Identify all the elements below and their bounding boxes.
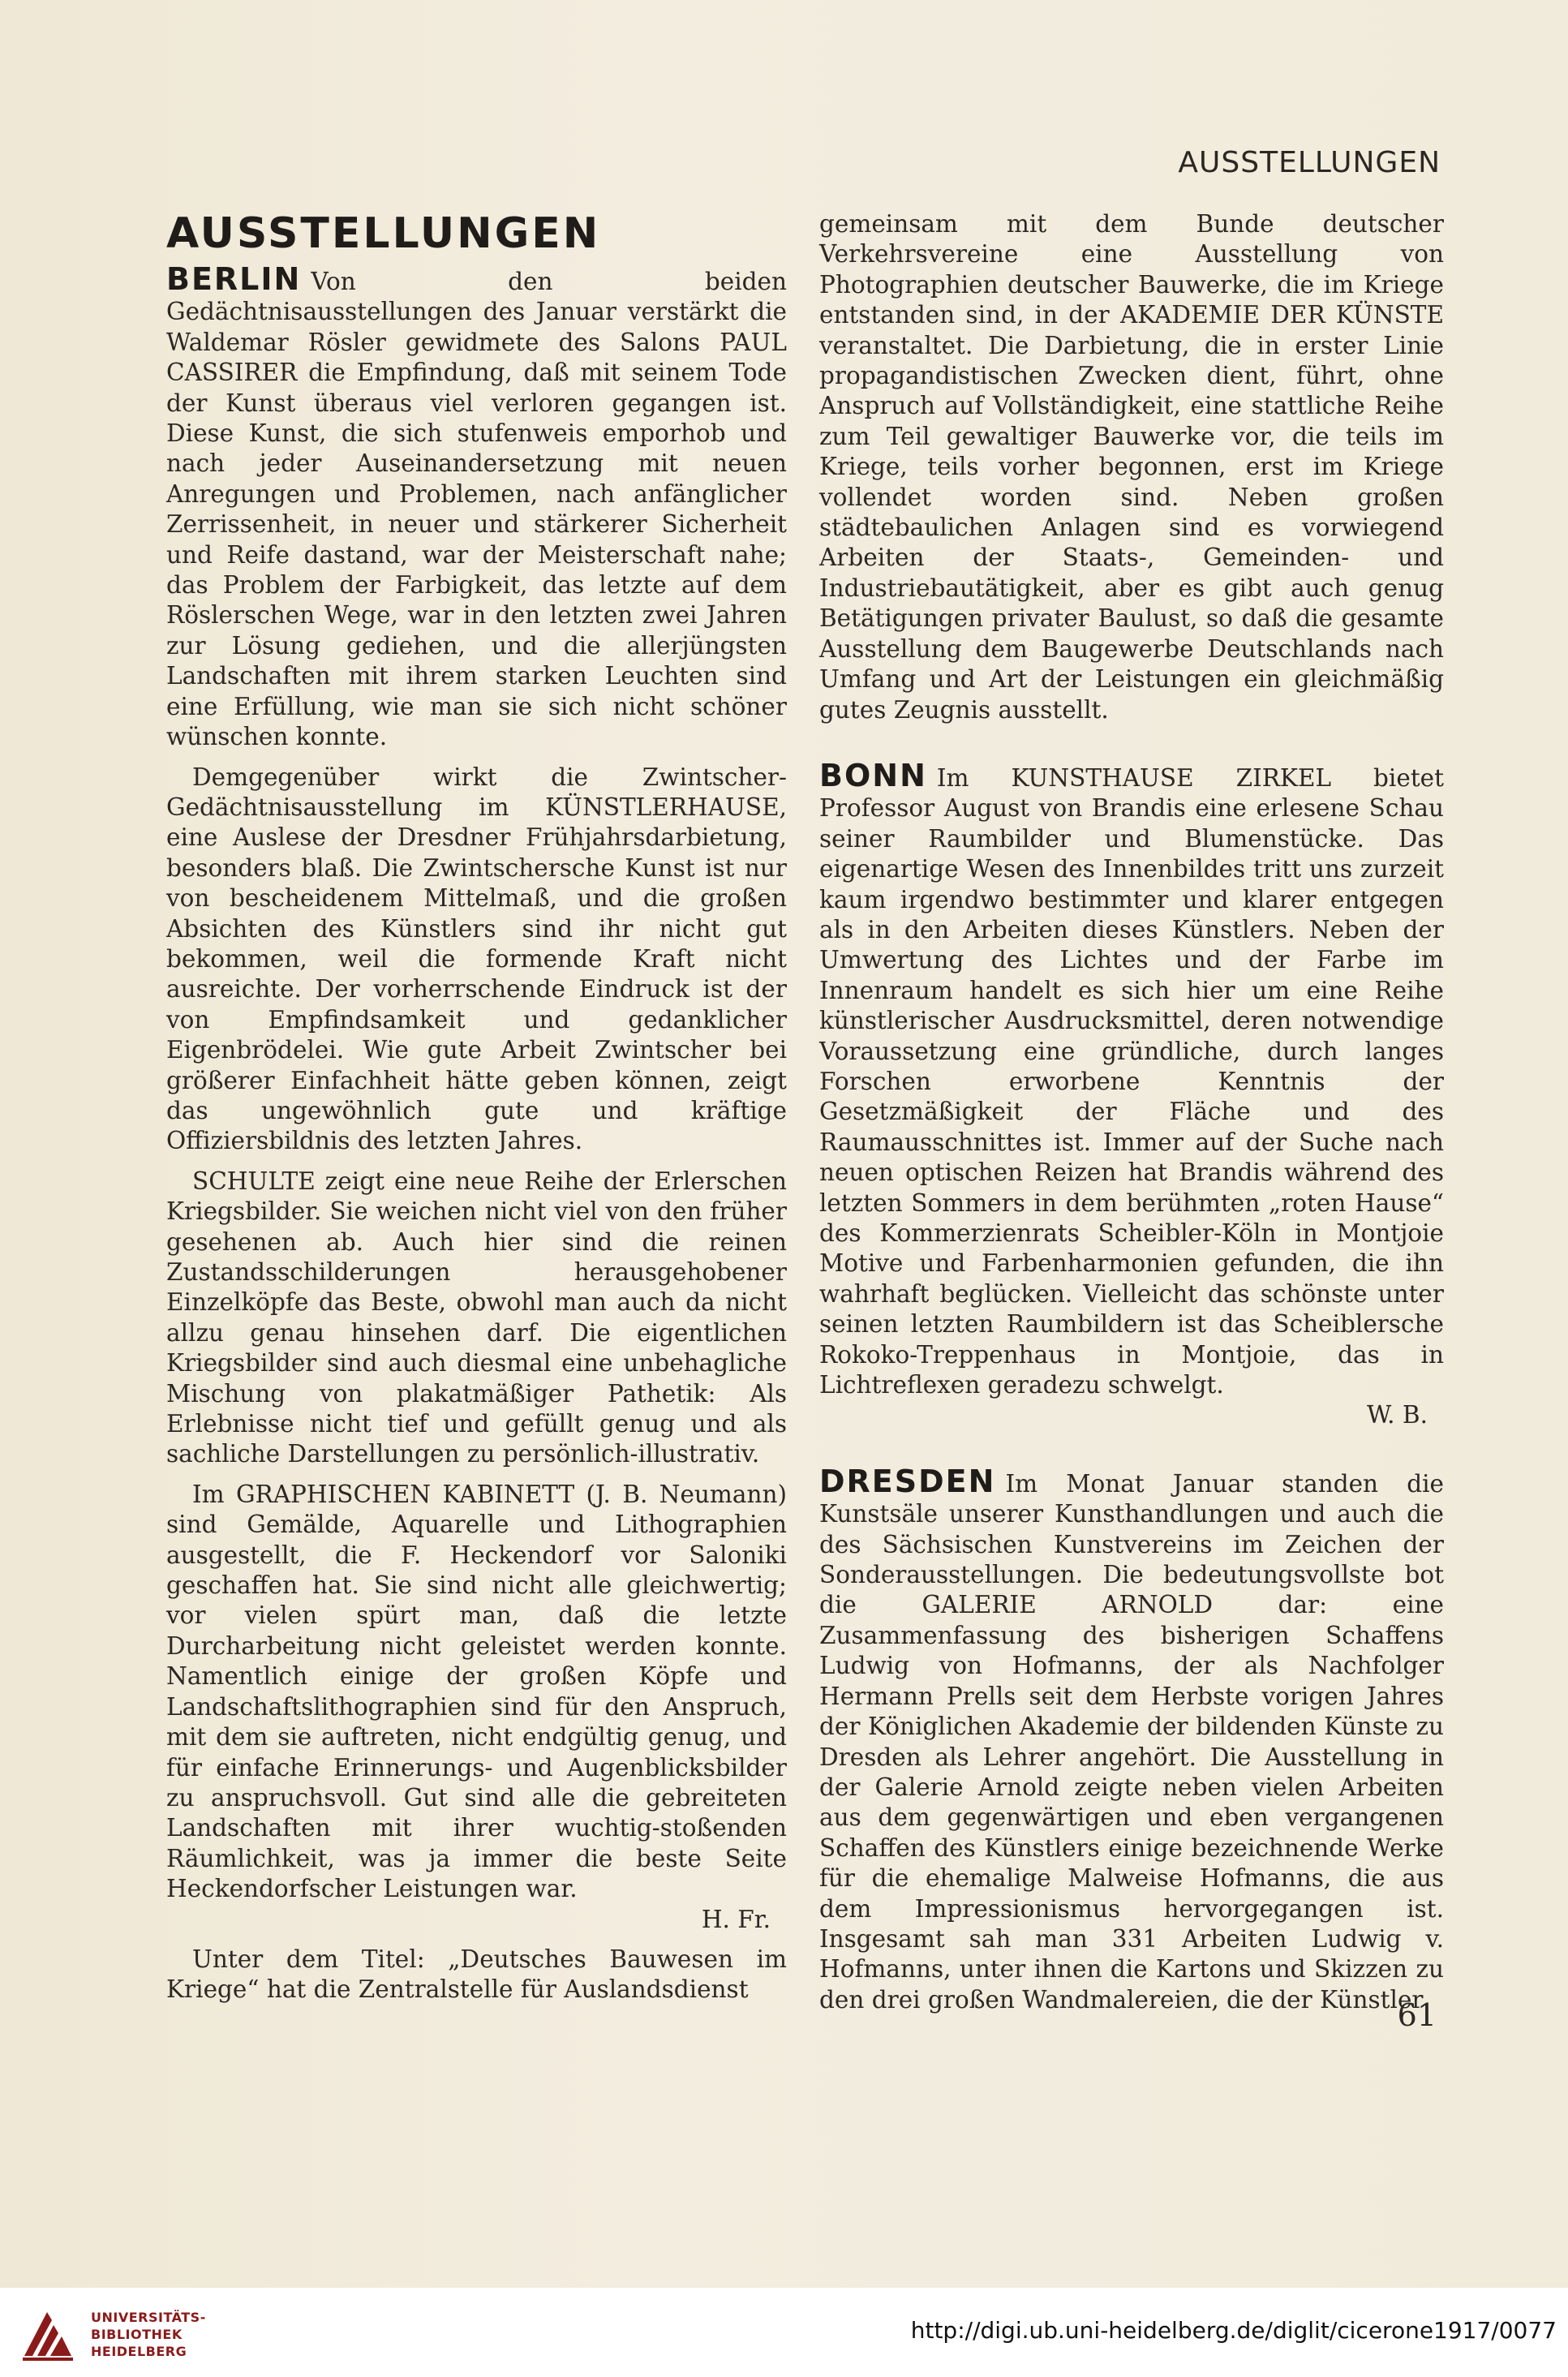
source-url-link[interactable]: http://digi.ub.uni-heidelberg.de/diglit/cicerone1917/0077 (910, 2317, 1557, 2344)
running-head: AUSSTELLUNGEN (1178, 146, 1441, 179)
city-heading-bonn: BONN (819, 757, 927, 793)
kabinett-text: Im GRAPHISCHEN KABINETT (J. B. Neumann) sind Gemälde, Aquarelle und Lithographien ausgestellt, die F. Heckendorf vor Saloniki geschaffen hat. Sie sind nicht alle gleichwertig; vor vielen spürt man, daß die letzte Durcharbeitung nicht geleistet werden konnte. Namentlich einige der großen Köpfe und Landschaftslithographien sind für den Anspruch, mit dem sie auftreten, nicht endgültig genug, und für einfache Erinnerungs- und Augenblicksbilder zu anspruchsvoll. Gut sind alle die gebreiteten Landschaften mit ihrer wuchtig-stoßenden Räumlichkeit, was ja immer die beste Seite Heckendorfscher Leistungen war. (166, 1480, 787, 1903)
bonn-text: Im KUNSTHAUSE ZIRKEL bietet Professor August von Brandis eine erlesene Schau seiner Raumbilder und Blumenstücke. Das eigenartige Wesen des Innenbildes tritt uns zurzeit kaum irgendwo bestimmter und klarer entgegen als in den Arbeiten dieses Künstlers. Neben der Umwertung des Lichtes und der Farbe im Innenraum handelt es sich hier um eine Reihe künstlerischer Ausdrucksmittel, deren notwendige Voraussetzung eine gründliche, durch langes Forschen erworbene Kenntnis der Gesetzmäßigkeit der Fläche und des Raumausschnittes ist. Immer auf der Suche nach neuen optischen Reizen hat Brandis während des letzten Sommers in dem berühmten „roten Hause“ des Kommerzienrats Scheibler-Köln in Montjoie Motive und Farbenharmonien gefunden, die ihn wahrhaft beglücken. Vielleicht das schönste unter seinen letzten Raumbildern ist das Scheiblersche Rokoko-Treppenhaus in Montjoie, das in Lichtreflexen geradezu schwelgt. (819, 763, 1444, 1399)
kabinett-paragraph (166, 1480, 787, 1935)
page-title: AUSSTELLUNGEN (166, 209, 601, 258)
library-name-line1: UNIVERSITÄTS- (91, 2310, 206, 2325)
bauwesen-continued-paragraph: gemeinsam mit dem Bunde deutscher Verkehrsvereine eine Ausstellung von Photographien deutscher Bauwerke, die im Kriege entstanden sind, in der AKADEMIE DER KÜNSTE veranstaltet. Die Darbietung, die in erster Linie propagandistischen Zwecken dient, führt, ohne Anspruch auf Vollständigkeit, eine stattliche Reihe zum Teil gewaltiger Bauwerke vor, die teils im Kriege, teils vorher begonnen, erst im Kriege vollendet worden sind. Neben großen städtebaulichen Anlagen sind es vorwiegend Arbeiten der Staats-, Gemeinden- und Industriebautätigkeit, aber es gibt auch genug Betätigungen privater Baulust, so daß die gesamte Ausstellung dem Baugewerbe Deutschlands nach Umfang und Art der Leistungen ein gleichmäßig gutes Zeugnis ausstellt. (819, 210, 1444, 724)
berlin-text: Von den beiden Gedächtnisausstellungen des Januar verstärkt die Waldemar Rösler gewidmete des Salons PAUL CASSIRER die Empfindung, daß mit seinem Tode der Kunst überaus viel verloren gegangen ist. Diese Kunst, die sich stufenweis emporhob und nach jeder Auseinandersetzung mit neuen Anregungen und Problemen, nach anfänglicher Zerrissenheit, in neuer und stärkerer Sicherheit und Reife dastand, war der Meisterschaft nahe; das Problem der Farbigkeit, das letzte auf dem Röslerschen Wege, war in den letzten zwei Jahren zur Lösung gediehen, und die allerjüngsten Landschaften mit ihrem starken Leuchten sind eine Erfüllung, wie man sie sich nicht schöner wünschen konnte. (166, 268, 787, 751)
author-signature-wb: W. B. (1367, 1401, 1428, 1429)
schulte-paragraph: SCHULTE zeigt eine neue Reihe der Erlerschen Kriegsbilder. Sie weichen nicht viel von den früher gesehenen ab. Auch hier sind die reinen Zustandsschilderungen herausgehobener Einzelköpfe das Beste, obwohl man auch da nicht allzu genau hinsehen darf. Die eigentlichen Kriegsbilder sind auch diesmal eine unbehagliche Mischung von plakatmäßiger Pathetik: Als Erlebnisse nicht tief und gefüllt genug und als sachliche Darstellungen zu persönlich-illustrativ. (166, 1167, 787, 1468)
library-name-line3: HEIDELBERG (91, 2344, 187, 2359)
city-heading-berlin: BERLIN (166, 261, 302, 297)
dresden-paragraph (819, 1463, 1444, 2015)
bonn-paragraph (819, 757, 1444, 1431)
berlin-paragraph (166, 261, 787, 753)
left-column (166, 209, 787, 2005)
library-name (91, 2309, 206, 2360)
library-logo-icon (16, 2302, 79, 2366)
dresden-text: Im Monat Januar standen die Kunstsäle unserer Kunsthandlungen und auch die des Sächsischen Kunstvereins im Zeichen der Sonderausstellungen. Die bedeutungsvollste bot die GALERIE ARNOLD dar: eine Zusammenfassung des bisherigen Schaffens Ludwig von Hofmanns, der als Nachfolger Hermann Prells seit dem Herbste vorigen Jahres der Königlichen Akademie der bildenden Künste zu Dresden als Lehrer angehört. Die Ausstellung in der Galerie Arnold zeigte neben vielen Arbeiten aus dem gegenwärtigen und eben vergangenen Schaffen des Künstlers einige bezeichnende Werke für die ehemalige Malweise Hofmanns, die aus dem Impressionismus hervorgegangen ist. Insgesamt sah man 331 Arbeiten Ludwig v. Hofmanns, unter ihnen die Kartons und Skizzen zu den drei großen Wandmalereien, die der Künstler (819, 1469, 1444, 2014)
page-number: 61 (1397, 1997, 1437, 2033)
right-column (819, 209, 1444, 2015)
zwintscher-paragraph: Demgegenüber wirkt die Zwintscher-Gedächtnisausstellung im KÜNSTLERHAUSE, eine Auslese der Dresdner Frühjahrsdarbietung, besonders blaß. Die Zwintschersche Kunst ist nur von bescheidenem Mittelmaß, und die großen Absichten des Künstlers sind ihr nicht gut bekommen, weil die formende Kraft nicht ausreichte. Der vorherrschende Eindruck ist der von Empfindsamkeit und gedanklicher Eigenbrödelei. Wie gute Arbeit Zwintscher bei größerer Einfachheit hätte geben können, zeigt das ungewöhnlich gute und kräftige Offiziersbildnis des letzten Jahres. (166, 763, 787, 1155)
city-heading-dresden: DRESDEN (819, 1463, 996, 1499)
library-name-line2: BIBLIOTHEK (91, 2327, 183, 2342)
author-signature-hfr: H. Fr. (701, 1905, 771, 1933)
bauwesen-paragraph: Unter dem Titel: „Deutsches Bauwesen im Kriege“ hat die Zentralstelle für Auslandsdienst (166, 1945, 787, 2004)
